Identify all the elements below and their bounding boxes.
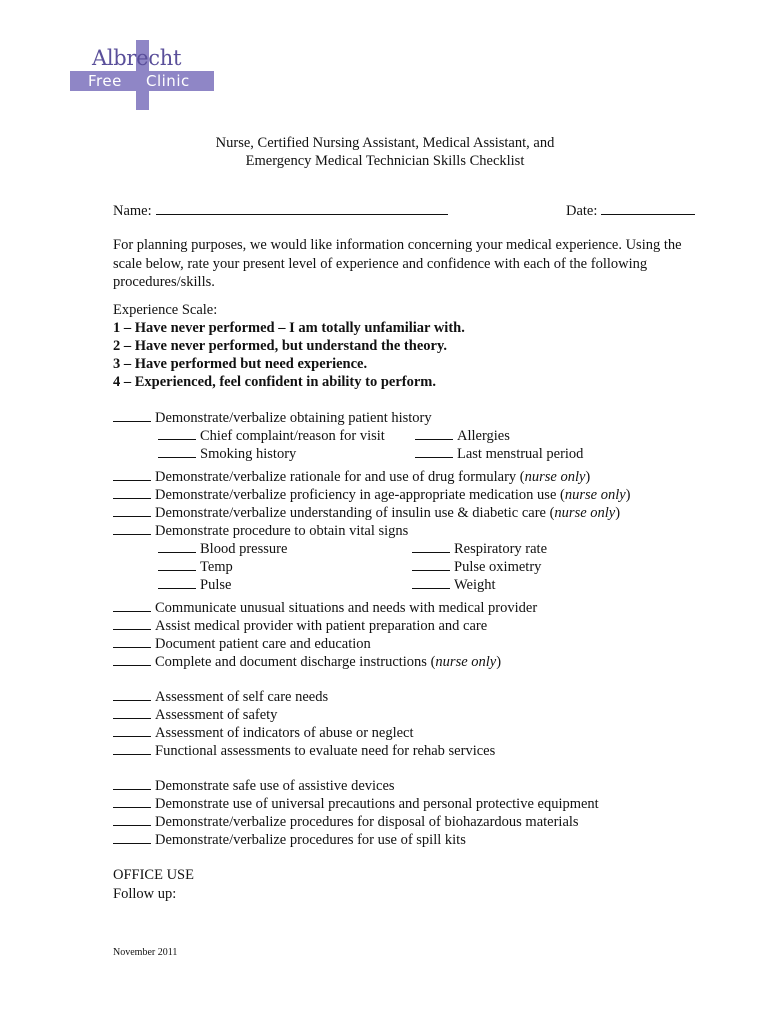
list-item[interactable]: Functional assessments to evaluate need for rehab services <box>113 742 495 760</box>
scale-level-3: 3 – Have performed but need experience. <box>113 356 368 372</box>
list-item[interactable]: Demonstrate/verbalize rationale for and use of drug formulary (nurse only) <box>113 468 590 486</box>
logo-name: Albrecht <box>92 46 182 70</box>
list-item[interactable]: Demonstrate/verbalize procedures for use of spill kits <box>113 831 466 849</box>
rating-blank[interactable] <box>113 409 151 422</box>
name-field[interactable] <box>113 202 448 220</box>
list-item[interactable]: Pulse <box>158 576 231 594</box>
list-item[interactable]: Respiratory rate <box>412 540 547 558</box>
list-item[interactable]: Blood pressure <box>158 540 287 558</box>
rating-blank[interactable] <box>113 504 151 517</box>
rating-blank[interactable] <box>113 599 151 612</box>
list-item[interactable]: Demonstrate/verbalize obtaining patient history <box>113 409 432 427</box>
logo-word-free: Free <box>88 72 122 90</box>
rating-blank[interactable] <box>113 688 151 701</box>
date-blank[interactable] <box>601 202 695 215</box>
rating-blank[interactable] <box>113 635 151 648</box>
rating-blank[interactable] <box>113 468 151 481</box>
list-item[interactable]: Smoking history <box>158 445 296 463</box>
rating-blank[interactable] <box>113 813 151 826</box>
list-item[interactable]: Demonstrate/verbalize proficiency in age-appropriate medication use (nurse only) <box>113 486 631 504</box>
rating-blank[interactable] <box>113 522 151 535</box>
list-item[interactable]: Chief complaint/reason for visit <box>158 427 385 445</box>
rating-blank[interactable] <box>113 742 151 755</box>
list-item[interactable]: Assessment of safety <box>113 706 277 724</box>
rating-blank[interactable] <box>113 795 151 808</box>
date-label: Date: <box>566 203 598 219</box>
list-item[interactable]: Pulse oximetry <box>412 558 541 576</box>
rating-blank[interactable] <box>158 576 196 589</box>
rating-blank[interactable] <box>113 706 151 719</box>
rating-blank[interactable] <box>412 540 450 553</box>
list-item[interactable]: Demonstrate/verbalize procedures for disposal of biohazardous materials <box>113 813 579 831</box>
name-label: Name: <box>113 203 152 219</box>
list-item[interactable]: Demonstrate procedure to obtain vital signs <box>113 522 408 540</box>
rating-blank[interactable] <box>158 427 196 440</box>
rating-blank[interactable] <box>113 724 151 737</box>
date-field[interactable] <box>566 202 695 220</box>
rating-blank[interactable] <box>412 558 450 571</box>
rating-blank[interactable] <box>113 486 151 499</box>
rating-blank[interactable] <box>158 445 196 458</box>
rating-blank[interactable] <box>412 576 450 589</box>
form-title-line1: Nurse, Certified Nursing Assistant, Medical Assistant, and <box>215 135 555 151</box>
rating-blank[interactable] <box>415 445 453 458</box>
scale-heading: Experience Scale: <box>113 302 218 318</box>
scale-level-4: 4 – Experienced, feel confident in ability to perform. <box>113 374 436 390</box>
list-item[interactable]: Demonstrate/verbalize understanding of insulin use & diabetic care (nurse only) <box>113 504 620 522</box>
rating-blank[interactable] <box>113 653 151 666</box>
clinic-logo <box>48 38 214 114</box>
rating-blank[interactable] <box>113 831 151 844</box>
list-item[interactable]: Last menstrual period <box>415 445 583 463</box>
scale-level-1: 1 – Have never performed – I am totally unfamiliar with. <box>113 320 465 336</box>
list-item[interactable]: Communicate unusual situations and needs with medical provider <box>113 599 537 617</box>
office-use-heading: OFFICE USE <box>113 867 194 883</box>
list-item[interactable]: Temp <box>158 558 233 576</box>
list-item[interactable]: Demonstrate safe use of assistive devices <box>113 777 395 795</box>
list-item[interactable]: Complete and document discharge instructions (nurse only) <box>113 653 501 671</box>
rating-blank[interactable] <box>113 777 151 790</box>
logo-subtitle <box>74 71 214 91</box>
list-item[interactable]: Weight <box>412 576 496 594</box>
list-item[interactable]: Assist medical provider with patient preparation and care <box>113 617 487 635</box>
rating-blank[interactable] <box>158 558 196 571</box>
list-item[interactable]: Demonstrate use of universal precautions and personal protective equipment <box>113 795 599 813</box>
logo-word-clinic: Clinic <box>146 72 190 90</box>
rating-blank[interactable] <box>113 617 151 630</box>
form-title-line2: Emergency Medical Technician Skills Checklist <box>245 153 525 169</box>
rating-blank[interactable] <box>158 540 196 553</box>
scale-level-2: 2 – Have never performed, but understand the theory. <box>113 338 448 354</box>
footer-date: November 2011 <box>113 947 178 958</box>
rating-blank[interactable] <box>415 427 453 440</box>
list-item[interactable]: Assessment of indicators of abuse or neglect <box>113 724 414 742</box>
follow-up-label: Follow up: <box>113 886 177 902</box>
intro-paragraph: For planning purposes, we would like information concerning your medical experience. Using the scale below, rate your present level of experience and confidence with each of the following procedures/skills. <box>113 237 682 290</box>
list-item[interactable]: Assessment of self care needs <box>113 688 328 706</box>
name-blank[interactable] <box>156 202 448 215</box>
list-item[interactable]: Document patient care and education <box>113 635 371 653</box>
list-item[interactable]: Allergies <box>415 427 510 445</box>
